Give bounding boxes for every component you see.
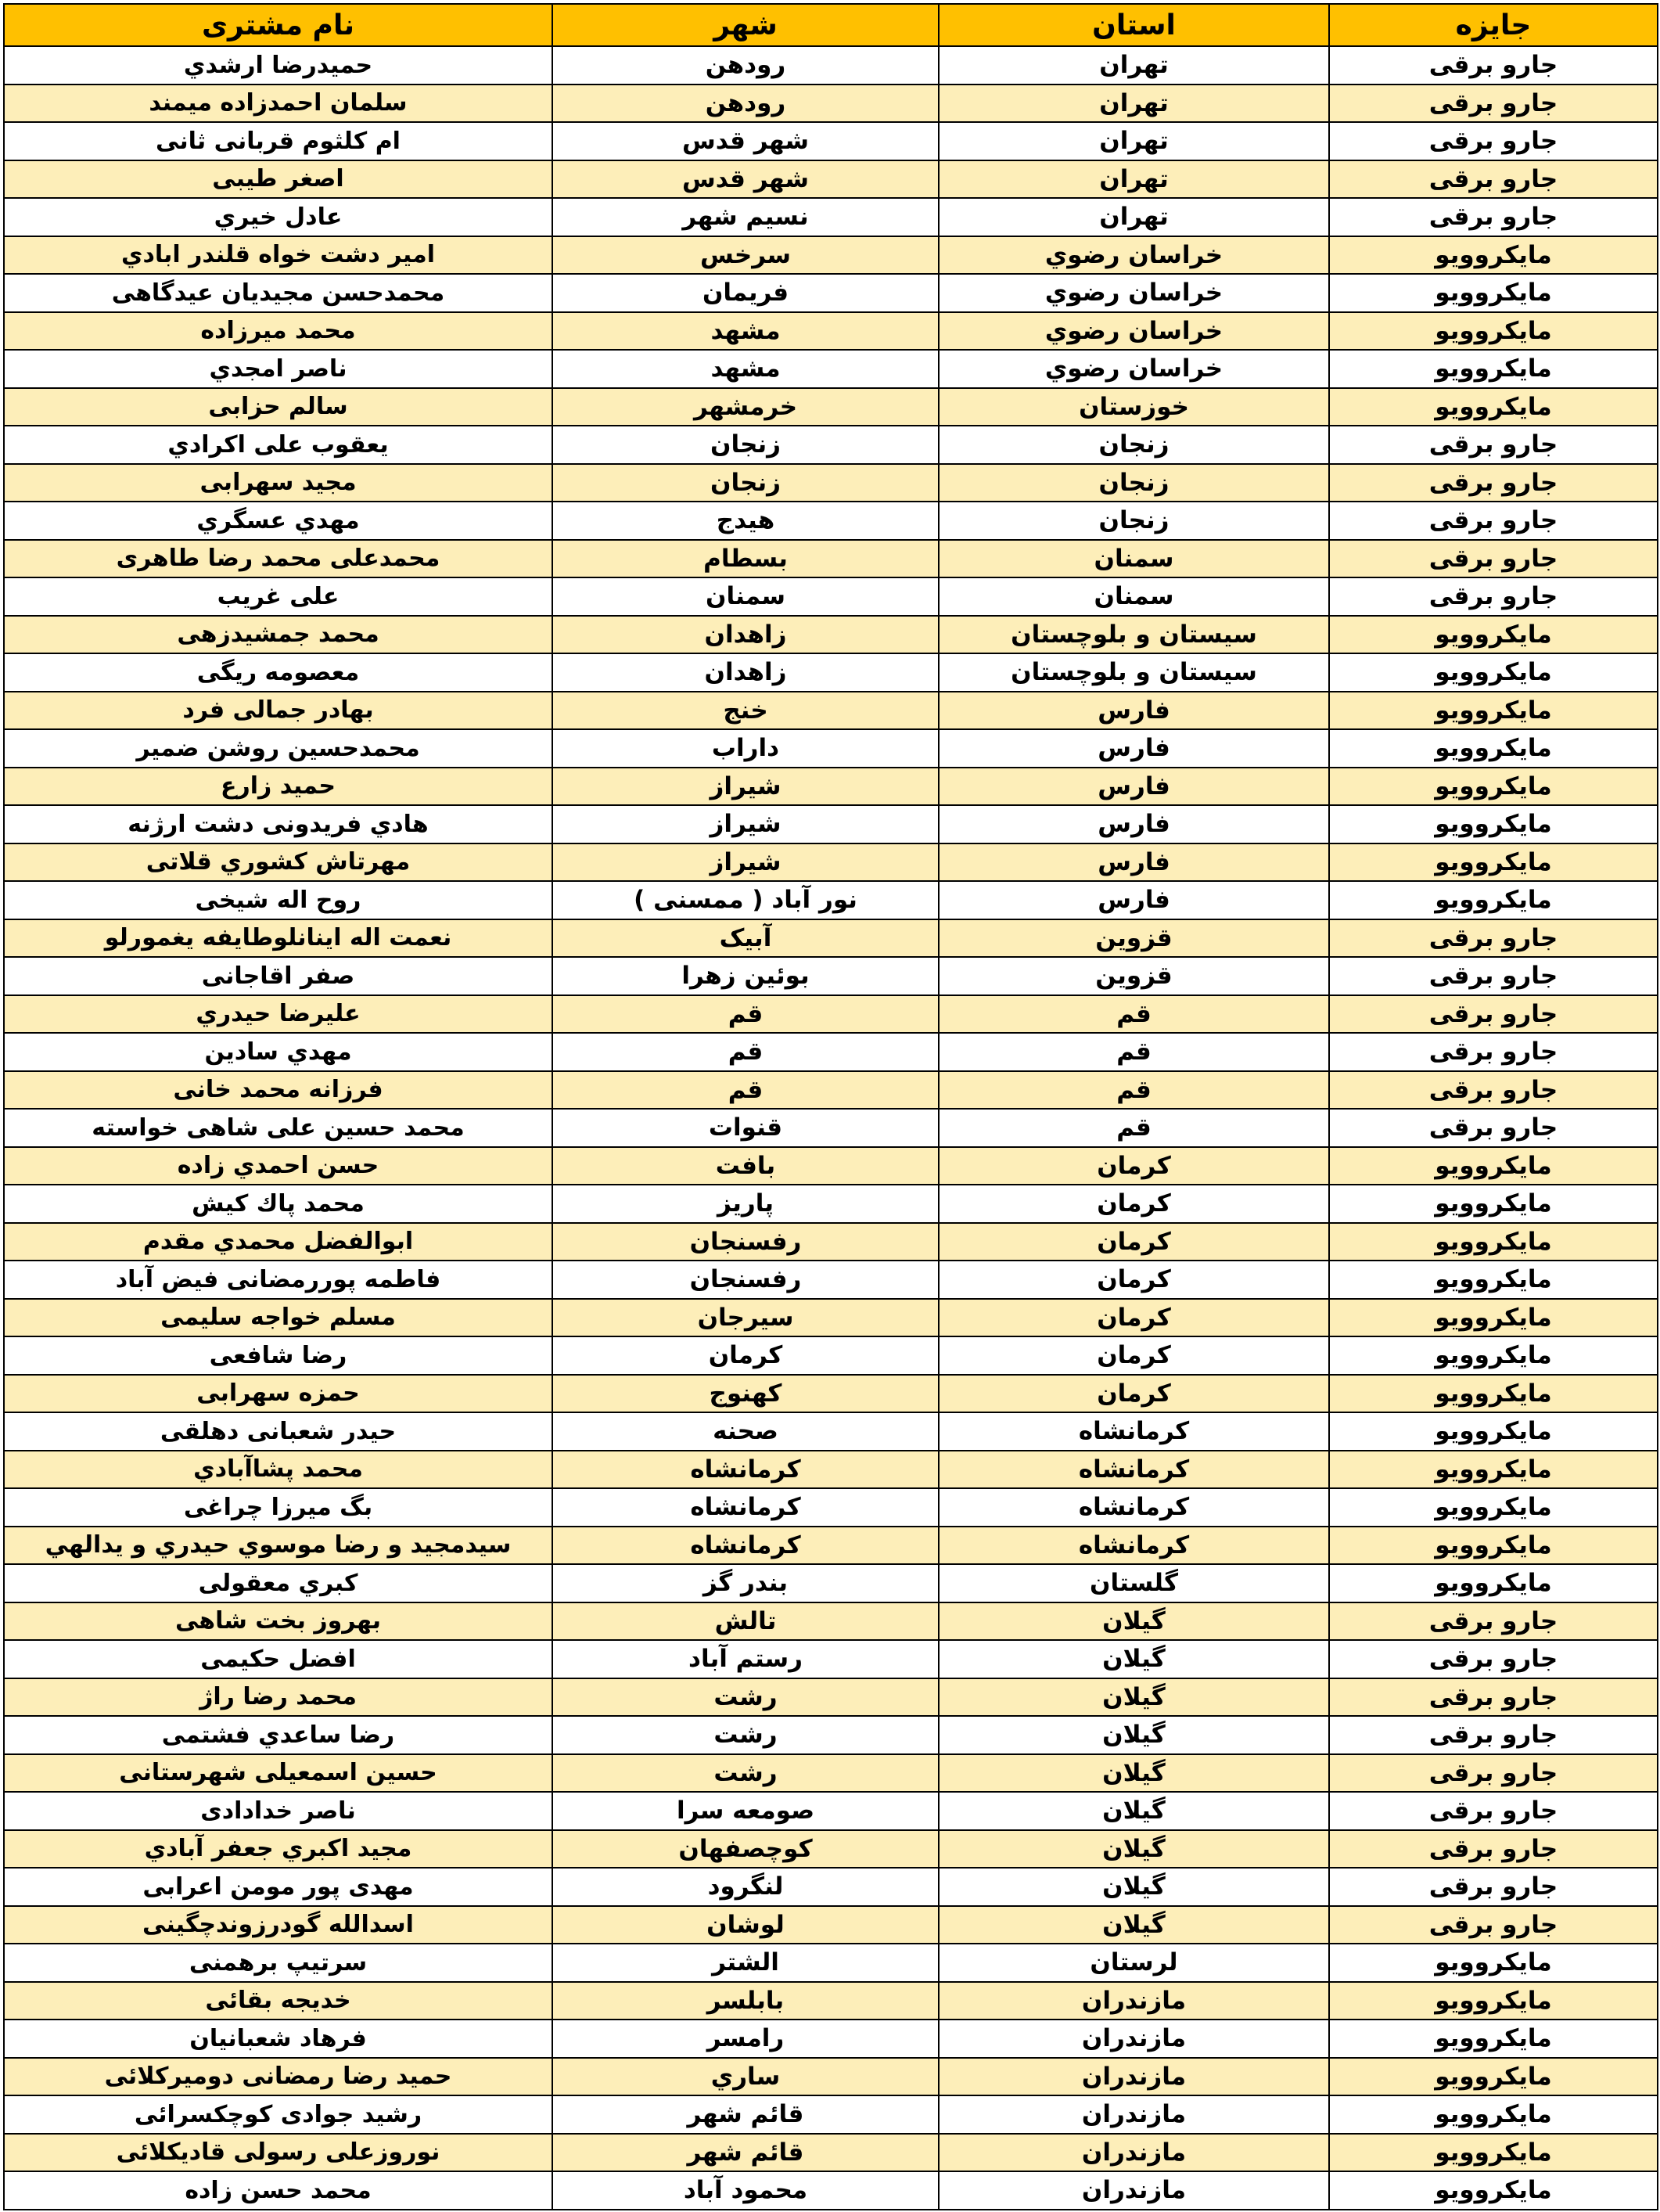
province-cell: گیلان — [939, 1640, 1329, 1678]
province-cell: کرمان — [939, 1336, 1329, 1375]
prize-cell: مایکروویو — [1329, 1412, 1658, 1451]
header-customer-name: نام مشتری — [4, 4, 552, 46]
city-cell: رفسنجان — [552, 1261, 939, 1299]
customer-name-cell: حمید رضا رمضانی دومیرکلائی — [4, 2058, 552, 2096]
city-cell: نسیم شهر — [552, 198, 939, 236]
prize-cell: مایکروویو — [1329, 729, 1658, 768]
customer-name-cell: هادي فریدونی دشت ارژنه — [4, 805, 552, 843]
table-row — [4, 1982, 1658, 2020]
table-row — [4, 2020, 1658, 2058]
prize-cell: مایکروویو — [1329, 1261, 1658, 1299]
customer-name-cell: محمدعلی محمد رضا طاهری — [4, 540, 552, 578]
customer-name-cell: سرتیپ برهمنی — [4, 1944, 552, 1982]
city-cell: رشت — [552, 1754, 939, 1793]
province-cell: قم — [939, 1033, 1329, 1071]
prize-cell: مایکروویو — [1329, 2134, 1658, 2172]
customer-name-cell: بهادر جمالی فرد — [4, 692, 552, 730]
customer-name-cell: مجید اکبري جعفر آبادي — [4, 1830, 552, 1869]
customer-name-cell: افضل حکیمی — [4, 1640, 552, 1678]
prize-cell: جارو برقی — [1329, 1716, 1658, 1754]
table-row — [4, 1868, 1658, 1906]
prize-cell: مایکروویو — [1329, 1336, 1658, 1375]
prize-cell: جارو برقی — [1329, 198, 1658, 236]
customer-name-cell: رضا شافعی — [4, 1336, 552, 1375]
customer-name-cell: محمد میرزاده — [4, 312, 552, 351]
province-cell: تهران — [939, 160, 1329, 199]
customer-name-cell: فرهاد شعبانیان — [4, 2020, 552, 2058]
customer-name-cell: مهدی پور مومن اعرابی — [4, 1868, 552, 1906]
table-row — [4, 1488, 1658, 1527]
customer-name-cell: حمیدرضا ارشدي — [4, 46, 552, 85]
province-cell: زنجان — [939, 464, 1329, 502]
customer-name-cell: نعمت اله اینانلوطایفه یغمورلو — [4, 919, 552, 958]
table-row — [4, 1412, 1658, 1451]
province-cell: کرمان — [939, 1299, 1329, 1337]
table-row — [4, 616, 1658, 654]
table-row — [4, 2095, 1658, 2134]
city-cell: قم — [552, 1033, 939, 1071]
city-cell: صومعه سرا — [552, 1792, 939, 1830]
customer-name-cell: عادل خیري — [4, 198, 552, 236]
province-cell: کرمانشاه — [939, 1488, 1329, 1527]
city-cell: سمنان — [552, 577, 939, 616]
province-cell: تهران — [939, 122, 1329, 160]
province-cell: سیستان و بلوچستان — [939, 653, 1329, 692]
city-cell: بسطام — [552, 540, 939, 578]
city-cell: بندر گز — [552, 1564, 939, 1602]
city-cell: هیدج — [552, 502, 939, 540]
table-row — [4, 919, 1658, 958]
city-cell: زاهدان — [552, 616, 939, 654]
table-row — [4, 2058, 1658, 2096]
table-row — [4, 1754, 1658, 1793]
table-row — [4, 350, 1658, 388]
customer-name-cell: محمد پاك کیش — [4, 1185, 552, 1223]
table-row — [4, 805, 1658, 843]
prize-cell: مایکروویو — [1329, 2020, 1658, 2058]
table-row — [4, 1033, 1658, 1071]
prize-cell: مایکروویو — [1329, 236, 1658, 275]
prize-cell: مایکروویو — [1329, 768, 1658, 806]
city-cell: لوشان — [552, 1906, 939, 1944]
table-row — [4, 1261, 1658, 1299]
customer-name-cell: ناصر خدادادی — [4, 1792, 552, 1830]
table-row — [4, 653, 1658, 692]
prize-cell: جارو برقی — [1329, 540, 1658, 578]
province-cell: زنجان — [939, 426, 1329, 464]
customer-name-cell: محمد حسین علی شاهی خواسته — [4, 1109, 552, 1147]
table-row — [4, 1336, 1658, 1375]
city-cell: بوئین زهرا — [552, 957, 939, 995]
city-cell: کرمانشاه — [552, 1488, 939, 1527]
table-row — [4, 312, 1658, 351]
province-cell: گیلان — [939, 1792, 1329, 1830]
customer-name-cell: حسن احمدي زاده — [4, 1147, 552, 1185]
table-row — [4, 2134, 1658, 2172]
customer-name-cell: محمد رضا راژ — [4, 1678, 552, 1717]
table-row — [4, 46, 1658, 85]
prize-cell: جارو برقی — [1329, 1640, 1658, 1678]
customer-name-cell: حمید زارع — [4, 768, 552, 806]
header-prize: جایزه — [1329, 4, 1658, 46]
province-cell: گیلان — [939, 1830, 1329, 1869]
province-cell: کرمانشاه — [939, 1412, 1329, 1451]
prize-cell: مایکروویو — [1329, 1982, 1658, 2020]
city-cell: مشهد — [552, 312, 939, 351]
customer-name-cell: علی غریب — [4, 577, 552, 616]
province-cell: لرستان — [939, 1944, 1329, 1982]
city-cell: کرمانشاه — [552, 1451, 939, 1489]
city-cell: مشهد — [552, 350, 939, 388]
city-cell: تالش — [552, 1602, 939, 1641]
city-cell: بافت — [552, 1147, 939, 1185]
province-cell: مازندران — [939, 2058, 1329, 2096]
city-cell: سرخس — [552, 236, 939, 275]
city-cell: شیراز — [552, 768, 939, 806]
table-row — [4, 85, 1658, 123]
province-cell: کرمان — [939, 1375, 1329, 1413]
prize-cell: جارو برقی — [1329, 919, 1658, 958]
prize-cell: مایکروویو — [1329, 1299, 1658, 1337]
prize-cell: مایکروویو — [1329, 2058, 1658, 2096]
province-cell: قم — [939, 1109, 1329, 1147]
city-cell: لنگرود — [552, 1868, 939, 1906]
province-cell: کرمانشاه — [939, 1527, 1329, 1565]
winners-table — [3, 3, 1658, 2210]
customer-name-cell: حمزه سهرابی — [4, 1375, 552, 1413]
province-cell: سیستان و بلوچستان — [939, 616, 1329, 654]
province-cell: گیلان — [939, 1716, 1329, 1754]
prize-cell: مایکروویو — [1329, 1223, 1658, 1261]
city-cell: شیراز — [552, 805, 939, 843]
table-row — [4, 1071, 1658, 1110]
city-cell: رستم آباد — [552, 1640, 939, 1678]
city-cell: کرمان — [552, 1336, 939, 1375]
prize-cell: مایکروویو — [1329, 312, 1658, 351]
table-row — [4, 1792, 1658, 1830]
prize-cell: جارو برقی — [1329, 426, 1658, 464]
table-body — [4, 46, 1658, 2210]
table-row — [4, 729, 1658, 768]
city-cell: ساري — [552, 2058, 939, 2096]
customer-name-cell: حسین اسمعیلی شهرستانی — [4, 1754, 552, 1793]
province-cell: خراسان رضوي — [939, 312, 1329, 351]
customer-name-cell: محمد حسن زاده — [4, 2171, 552, 2210]
city-cell: خنج — [552, 692, 939, 730]
city-cell: آبیک — [552, 919, 939, 958]
city-cell: قائم شهر — [552, 2134, 939, 2172]
customer-name-cell: فاطمه پوررمضانی فیض آباد — [4, 1261, 552, 1299]
province-cell: گلستان — [939, 1564, 1329, 1602]
table-row — [4, 1602, 1658, 1641]
province-cell: فارس — [939, 881, 1329, 919]
city-cell: کرمانشاه — [552, 1527, 939, 1565]
prize-cell: جارو برقی — [1329, 1678, 1658, 1717]
province-cell: فارس — [939, 843, 1329, 882]
province-cell: گیلان — [939, 1754, 1329, 1793]
table-row — [4, 2171, 1658, 2210]
customer-name-cell: مهدي سادین — [4, 1033, 552, 1071]
province-cell: خوزستان — [939, 388, 1329, 426]
prize-cell: مایکروویو — [1329, 1944, 1658, 1982]
customer-name-cell: اسدالله گودرزوندچگینی — [4, 1906, 552, 1944]
table-row — [4, 198, 1658, 236]
customer-name-cell: ابوالفضل محمدي مقدم — [4, 1223, 552, 1261]
customer-name-cell: اصغر طیبی — [4, 160, 552, 199]
city-cell: داراب — [552, 729, 939, 768]
prize-cell: جارو برقی — [1329, 1868, 1658, 1906]
customer-name-cell: ام کلثوم قربانی ثانی — [4, 122, 552, 160]
prize-cell: مایکروویو — [1329, 1147, 1658, 1185]
customer-name-cell: مهدي عسگري — [4, 502, 552, 540]
table-row — [4, 464, 1658, 502]
city-cell: قم — [552, 995, 939, 1034]
province-cell: تهران — [939, 85, 1329, 123]
prize-cell: جارو برقی — [1329, 1754, 1658, 1793]
province-cell: گیلان — [939, 1906, 1329, 1944]
prize-cell: مایکروویو — [1329, 843, 1658, 882]
prize-cell: مایکروویو — [1329, 2171, 1658, 2210]
province-cell: سمنان — [939, 540, 1329, 578]
table-row — [4, 1375, 1658, 1413]
table-row — [4, 1527, 1658, 1565]
prize-cell: مایکروویو — [1329, 805, 1658, 843]
table-row — [4, 995, 1658, 1034]
prize-cell: جارو برقی — [1329, 1602, 1658, 1641]
customer-name-cell: سلمان احمدزاده میمند — [4, 85, 552, 123]
prize-cell: مایکروویو — [1329, 350, 1658, 388]
city-cell: شهر قدس — [552, 122, 939, 160]
customer-name-cell: مجید سهرابی — [4, 464, 552, 502]
city-cell: رودهن — [552, 46, 939, 85]
province-cell: کرمان — [939, 1261, 1329, 1299]
prize-cell: جارو برقی — [1329, 46, 1658, 85]
province-cell: مازندران — [939, 2095, 1329, 2134]
customer-name-cell: محمد جمشیدزهی — [4, 616, 552, 654]
prize-cell: جارو برقی — [1329, 160, 1658, 199]
table-row — [4, 1564, 1658, 1602]
prize-cell: جارو برقی — [1329, 1033, 1658, 1071]
province-cell: مازندران — [939, 2020, 1329, 2058]
table-row — [4, 122, 1658, 160]
customer-name-cell: خدیجه بقائی — [4, 1982, 552, 2020]
province-cell: خراسان رضوي — [939, 236, 1329, 275]
customer-name-cell: صفر اقاجانی — [4, 957, 552, 995]
city-cell: محمود آباد — [552, 2171, 939, 2210]
province-cell: قم — [939, 995, 1329, 1034]
prize-cell: جارو برقی — [1329, 1792, 1658, 1830]
table-row — [4, 1185, 1658, 1223]
province-cell: قزوین — [939, 957, 1329, 995]
prize-cell: مایکروویو — [1329, 274, 1658, 312]
table-row — [4, 1109, 1658, 1147]
province-cell: گیلان — [939, 1868, 1329, 1906]
province-cell: مازندران — [939, 2134, 1329, 2172]
customer-name-cell: سالم حزابی — [4, 388, 552, 426]
province-cell: قزوین — [939, 919, 1329, 958]
customer-name-cell: یعقوب علی اکرادي — [4, 426, 552, 464]
customer-name-cell: بگ میرزا چراغی — [4, 1488, 552, 1527]
customer-name-cell: محمدحسن مجیدیان عیدگاهی — [4, 274, 552, 312]
table-row — [4, 1223, 1658, 1261]
customer-name-cell: ناصر امجدي — [4, 350, 552, 388]
city-cell: زاهدان — [552, 653, 939, 692]
prize-cell: مایکروویو — [1329, 881, 1658, 919]
province-cell: مازندران — [939, 2171, 1329, 2210]
table-row — [4, 1944, 1658, 1982]
table-row — [4, 1451, 1658, 1489]
province-cell: تهران — [939, 198, 1329, 236]
customer-name-cell: کبري معقولی — [4, 1564, 552, 1602]
province-cell: فارس — [939, 692, 1329, 730]
table-row — [4, 160, 1658, 199]
prize-cell: جارو برقی — [1329, 464, 1658, 502]
prize-cell: مایکروویو — [1329, 653, 1658, 692]
city-cell: بابلسر — [552, 1982, 939, 2020]
prize-cell: جارو برقی — [1329, 577, 1658, 616]
prize-cell: مایکروویو — [1329, 1451, 1658, 1489]
customer-name-cell: محمد پشاآبادي — [4, 1451, 552, 1489]
city-cell: رامسر — [552, 2020, 939, 2058]
city-cell: پاریز — [552, 1185, 939, 1223]
prize-cell: مایکروویو — [1329, 616, 1658, 654]
city-cell: فریمان — [552, 274, 939, 312]
city-cell: خرمشهر — [552, 388, 939, 426]
city-cell: شیراز — [552, 843, 939, 882]
customer-name-cell: معصومه ریگی — [4, 653, 552, 692]
customer-name-cell: مهرتاش کشوري قلاتی — [4, 843, 552, 882]
prize-cell: مایکروویو — [1329, 388, 1658, 426]
table-row — [4, 540, 1658, 578]
city-cell: سیرجان — [552, 1299, 939, 1337]
table-row — [4, 1716, 1658, 1754]
city-cell: قنوات — [552, 1109, 939, 1147]
prize-cell: مایکروویو — [1329, 1527, 1658, 1565]
province-cell: خراسان رضوي — [939, 350, 1329, 388]
customer-name-cell: رضا ساعدي فشتمی — [4, 1716, 552, 1754]
customer-name-cell: روح اله شیخی — [4, 881, 552, 919]
customer-name-cell: حیدر شعبانی دهلقی — [4, 1412, 552, 1451]
province-cell: زنجان — [939, 502, 1329, 540]
prize-cell: مایکروویو — [1329, 1564, 1658, 1602]
header-city: شهر — [552, 4, 939, 46]
customer-name-cell: امیر دشت خواه قلندر ابادي — [4, 236, 552, 275]
table-row — [4, 1678, 1658, 1717]
province-cell: قم — [939, 1071, 1329, 1110]
prize-cell: جارو برقی — [1329, 85, 1658, 123]
city-cell: قائم شهر — [552, 2095, 939, 2134]
table-row — [4, 1906, 1658, 1944]
city-cell: رفسنجان — [552, 1223, 939, 1261]
table-row — [4, 502, 1658, 540]
table-row — [4, 236, 1658, 275]
prize-cell: جارو برقی — [1329, 1109, 1658, 1147]
customer-name-cell: علیرضا حیدري — [4, 995, 552, 1034]
prize-cell: جارو برقی — [1329, 1830, 1658, 1869]
province-cell: خراسان رضوي — [939, 274, 1329, 312]
province-cell: فارس — [939, 805, 1329, 843]
customer-name-cell: نوروزعلی رسولی قادیکلائی — [4, 2134, 552, 2172]
province-cell: تهران — [939, 46, 1329, 85]
table-row — [4, 274, 1658, 312]
province-cell: کرمانشاه — [939, 1451, 1329, 1489]
prize-cell: جارو برقی — [1329, 1071, 1658, 1110]
prize-cell: مایکروویو — [1329, 692, 1658, 730]
customer-name-cell: مسلم خواجه سلیمی — [4, 1299, 552, 1337]
city-cell: قم — [552, 1071, 939, 1110]
province-cell: فارس — [939, 729, 1329, 768]
province-cell: سمنان — [939, 577, 1329, 616]
city-cell: زنجان — [552, 426, 939, 464]
table-row — [4, 1640, 1658, 1678]
customer-name-cell: بهروز بخت شاهی — [4, 1602, 552, 1641]
header-row — [4, 4, 1658, 46]
table-row — [4, 577, 1658, 616]
city-cell: کهنوج — [552, 1375, 939, 1413]
table-header — [4, 4, 1658, 46]
province-cell: کرمان — [939, 1147, 1329, 1185]
province-cell: گیلان — [939, 1678, 1329, 1717]
city-cell: رشت — [552, 1678, 939, 1717]
province-cell: کرمان — [939, 1185, 1329, 1223]
city-cell: صحنه — [552, 1412, 939, 1451]
city-cell: زنجان — [552, 464, 939, 502]
table-row — [4, 1147, 1658, 1185]
city-cell: نور آباد ( ممسنی ) — [552, 881, 939, 919]
customer-name-cell: فرزانه محمد خانی — [4, 1071, 552, 1110]
table-row — [4, 1299, 1658, 1337]
province-cell: کرمان — [939, 1223, 1329, 1261]
city-cell: کوچصفهان — [552, 1830, 939, 1869]
customer-name-cell: محمدحسین روشن ضمیر — [4, 729, 552, 768]
customer-name-cell: رشید جوادی کوچکسرائی — [4, 2095, 552, 2134]
prize-cell: مایکروویو — [1329, 1375, 1658, 1413]
city-cell: شهر قدس — [552, 160, 939, 199]
table-row — [4, 388, 1658, 426]
province-cell: مازندران — [939, 1982, 1329, 2020]
header-province: استان — [939, 4, 1329, 46]
prize-cell: جارو برقی — [1329, 995, 1658, 1034]
city-cell: رودهن — [552, 85, 939, 123]
province-cell: گیلان — [939, 1602, 1329, 1641]
city-cell: رشت — [552, 1716, 939, 1754]
table-row — [4, 881, 1658, 919]
table-row — [4, 957, 1658, 995]
prize-cell: جارو برقی — [1329, 957, 1658, 995]
table-row — [4, 426, 1658, 464]
table-row — [4, 768, 1658, 806]
customer-name-cell: سیدمجید و رضا موسوي حیدري و یدالهي — [4, 1527, 552, 1565]
table-row — [4, 1830, 1658, 1869]
prize-cell: جارو برقی — [1329, 1906, 1658, 1944]
prize-cell: مایکروویو — [1329, 1488, 1658, 1527]
city-cell: الشتر — [552, 1944, 939, 1982]
table-row — [4, 692, 1658, 730]
prize-cell: جارو برقی — [1329, 502, 1658, 540]
prize-cell: مایکروویو — [1329, 2095, 1658, 2134]
table-row — [4, 843, 1658, 882]
province-cell: فارس — [939, 768, 1329, 806]
prize-cell: مایکروویو — [1329, 1185, 1658, 1223]
prize-cell: جارو برقی — [1329, 122, 1658, 160]
